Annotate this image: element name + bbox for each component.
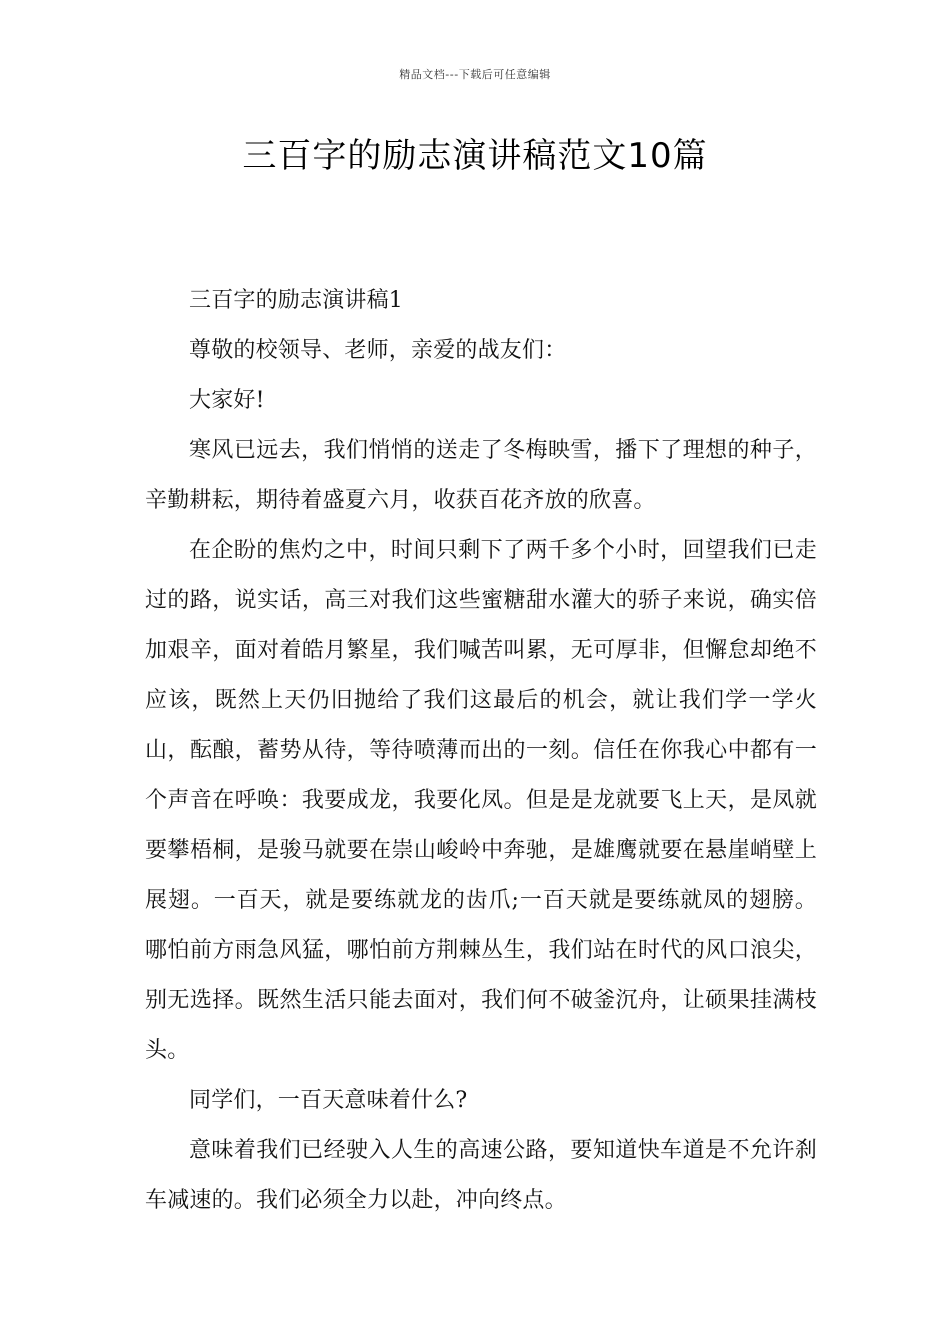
page-header-note: 精品文档---下载后可任意编辑 [399, 68, 551, 81]
paragraph-body: 寒风已远去，我们悄悄的送走了冬梅映雪，播下了理想的种子，辛勤耕耘，期待着盛夏六月，收获百花齐放的欣喜。 [145, 438, 817, 513]
paragraph-greeting: 大家好! [189, 388, 265, 413]
document-title: 三百字的励志演讲稿范文10篇 [242, 136, 708, 176]
paragraph-body: 同学们，一百天意味着什么? [189, 1088, 468, 1113]
paragraph-body: 在企盼的焦灼之中，时间只剩下了两千多个小时，回望我们已走过的路，说实话，高三对我们这些蜜糖甜水灌大的骄子来说，确实倍加艰辛，面对着皓月繁星，我们喊苦叫累，无可厚非，但懈怠却绝不应该，既然上天仍旧抛给了我们这最后的机会，就让我们学一学火山，酝酿，蓄势从待，等待喷薄而出的一刻。信任在你我心中都有一个声音在呼唤：我要成龙，我要化凤。但是是龙就要飞上天，是凤就要攀梧桐，是骏马就要在崇山峻岭中奔驰，是雄鹰就要在悬崖峭壁上展翅。一百天，就是要练就龙的齿爪;一百天就是要练就凤的翅膀。哪怕前方雨急风猛，哪怕前方荆棘丛生，我们站在时代的风口浪尖，别无选择。既然生活只能去面对，我们何不破釜沉舟，让硕果挂满枝头。 [145, 538, 817, 1063]
paragraph-subtitle: 三百字的励志演讲稿1 [189, 288, 403, 313]
paragraph-salutation: 尊敬的校领导、老师，亲爱的战友们： [189, 338, 567, 363]
document-body [145, 276, 817, 1226]
paragraph-body: 意味着我们已经驶入人生的高速公路，要知道快车道是不允许刹车减速的。我们必须全力以赴，冲向终点。 [145, 1138, 817, 1213]
